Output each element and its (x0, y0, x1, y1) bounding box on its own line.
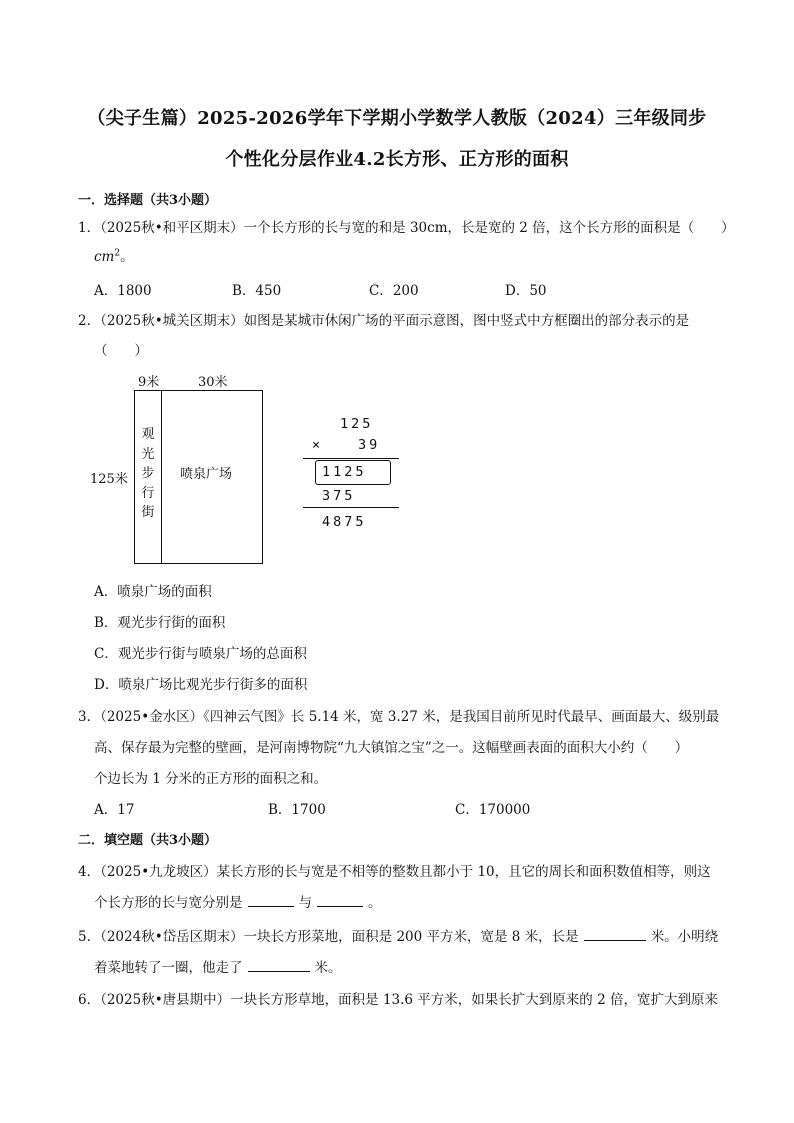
question-4-blank-width[interactable] (317, 894, 363, 907)
question-4-text-line1: 4．（2025•九龙坡区）某长方形的长与宽是不相等的整数且都小于 10，且它的周长和面积数值相等，则这 (78, 864, 711, 880)
question-5-blank-length[interactable] (584, 928, 646, 941)
question-2-option-b[interactable]: B．观光步行街的面积 (94, 615, 226, 631)
street-label: 观 光 步 行 街 (141, 427, 155, 520)
calc-result: 4875 (322, 514, 367, 530)
figure-label-30m: 30米 (198, 375, 228, 390)
section-heading-fill-in: 二．填空题（共3小题） (78, 833, 218, 848)
question-4-text-line2: 个长方形的长与宽分别是 与 。 (94, 895, 382, 911)
question-1-option-c[interactable]: C．200 (369, 283, 419, 299)
question-3-option-b[interactable]: B．1700 (268, 802, 326, 818)
section-heading-choice: 一．选择题（共3小题） (78, 193, 218, 208)
question-3-text-line3: 个边长为 1 分米的正方形的面积之和。 (94, 771, 328, 787)
question-5-text-line1: 5．（2024秋•岱岳区期末）一块长方形菜地，面积是 200 平方米，宽是 8 米，长是 米。小明绕 (78, 929, 719, 945)
question-1-option-d[interactable]: D．50 (505, 283, 547, 299)
question-2-option-c[interactable]: C．观光步行街与喷泉广场的总面积 (94, 646, 307, 662)
question-2-answer-bracket: （ ） (94, 343, 148, 359)
document-title-line2: 个性化分层作业4.2长方形、正方形的面积 (225, 149, 569, 170)
question-4-blank-length[interactable] (248, 894, 294, 907)
calc-partial-product-2: 375 (322, 488, 356, 504)
question-2-text: 2．（2025秋•城关区期末）如图是某城市休闲广场的平面示意图，图中竖式中方框圈出的部分表示的是 (78, 313, 690, 329)
question-3-text-line1: 3．（2025•金水区）《四神云气图》长 5.14 米，宽 3.27 米，是我国目前所见时代最早、画面最大、级别最 (78, 709, 720, 725)
question-6-text-line1: 6．（2025秋•唐县期中）一块长方形草地，面积是 13.6 平方米，如果长扩大到原来的 2 倍，宽扩大到原来 (78, 992, 718, 1008)
calc-multiplicand: 125 (340, 416, 374, 432)
question-5-blank-distance[interactable] (248, 959, 310, 972)
calc-rule-2 (303, 507, 399, 508)
question-1-unit: $cm^2$。 (94, 248, 134, 265)
figure-label-125m: 125米 (90, 472, 128, 487)
question-5-text-line2: 着菜地转了一圈，他走了 米。 (94, 960, 342, 976)
question-2-option-a[interactable]: A．喷泉广场的面积 (94, 584, 212, 600)
calc-rule-1 (303, 458, 399, 459)
question-1-option-b[interactable]: B．450 (232, 283, 282, 299)
question-3-option-a[interactable]: A．17 (94, 802, 135, 818)
document-title-line1: （尖子生篇）2025-2026学年下学期小学数学人教版（2024）三年级同步 (87, 108, 707, 129)
question-1-text: 1．（2025秋•和平区期末）一个长方形的长与宽的和是 30cm，长是宽的 2 倍，这个长方形的面积是（ ） (78, 220, 735, 236)
calc-partial-product-1: 1125 (322, 464, 367, 480)
question-3-text-line2: 高、保存最为完整的壁画，是河南博物院“九大镇馆之宝”之一。这幅壁画表面的面积大小约（ ） (94, 740, 689, 756)
plaza-label: 喷泉广场 (180, 467, 233, 482)
question-1-option-a[interactable]: A．1800 (94, 283, 152, 299)
calc-times-sign: × (312, 437, 321, 453)
calc-multiplier: 39 (358, 437, 381, 453)
question-2-option-d[interactable]: D．喷泉广场比观光步行街多的面积 (94, 677, 308, 693)
question-3-option-c[interactable]: C．170000 (455, 802, 531, 818)
figure-label-9m: 9米 (138, 375, 160, 390)
street-divider (161, 390, 162, 563)
